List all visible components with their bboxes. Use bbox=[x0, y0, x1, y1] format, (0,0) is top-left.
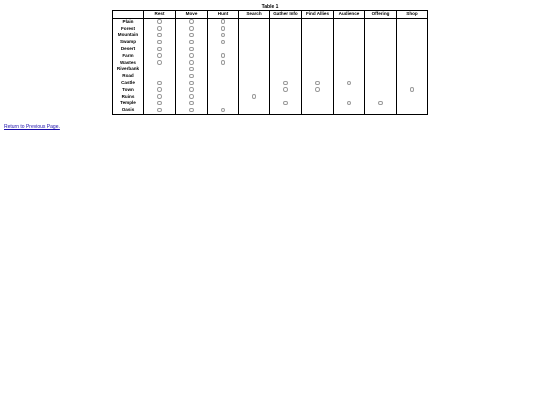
circle-mark-icon bbox=[315, 81, 319, 85]
table-cell bbox=[397, 26, 428, 33]
table-cell bbox=[365, 100, 397, 107]
table-cell bbox=[270, 18, 302, 25]
table-cell bbox=[144, 107, 176, 114]
table-row bbox=[113, 32, 428, 39]
table-cell bbox=[208, 46, 239, 53]
table-cell bbox=[239, 46, 270, 53]
table-cell bbox=[176, 32, 208, 39]
table-cell bbox=[365, 66, 397, 73]
table-cell bbox=[270, 39, 302, 46]
circle-mark-icon bbox=[378, 101, 382, 105]
table-row bbox=[113, 18, 428, 25]
table-cell bbox=[334, 53, 365, 60]
circle-mark-icon bbox=[283, 101, 287, 105]
table-cell bbox=[239, 100, 270, 107]
table-cell bbox=[302, 107, 334, 114]
table-cell bbox=[302, 26, 334, 33]
table-cell bbox=[239, 94, 270, 101]
table-cell bbox=[176, 60, 208, 67]
table-cell bbox=[144, 26, 176, 33]
table-cell bbox=[239, 32, 270, 39]
table-cell bbox=[334, 100, 365, 107]
table-cell bbox=[239, 53, 270, 60]
table-cell bbox=[239, 60, 270, 67]
table-row bbox=[113, 94, 428, 101]
table-cell bbox=[176, 87, 208, 94]
table-cell bbox=[302, 32, 334, 39]
table-cell bbox=[239, 87, 270, 94]
table-cell bbox=[176, 94, 208, 101]
table-cell bbox=[334, 107, 365, 114]
table-cell bbox=[239, 80, 270, 87]
circle-mark-icon bbox=[221, 33, 225, 37]
circle-mark-icon bbox=[157, 33, 161, 37]
table-cell bbox=[176, 46, 208, 53]
table-cell bbox=[365, 80, 397, 87]
circle-mark-icon bbox=[347, 101, 351, 105]
circle-mark-icon bbox=[221, 40, 225, 44]
table-cell bbox=[334, 32, 365, 39]
circle-mark-icon bbox=[189, 33, 193, 37]
table-row bbox=[113, 80, 428, 87]
table-row bbox=[113, 39, 428, 46]
table-cell bbox=[334, 66, 365, 73]
table-cell bbox=[302, 18, 334, 25]
table-cell bbox=[144, 87, 176, 94]
circle-mark-icon bbox=[221, 60, 225, 64]
table-cell bbox=[144, 66, 176, 73]
table-cell bbox=[397, 80, 428, 87]
table-cell bbox=[302, 60, 334, 67]
header-row bbox=[113, 11, 428, 19]
circle-mark-icon bbox=[221, 26, 225, 30]
table-cell bbox=[334, 39, 365, 46]
table-cell bbox=[208, 39, 239, 46]
table-cell bbox=[365, 107, 397, 114]
circle-mark-icon bbox=[189, 81, 193, 85]
column-header: Offering bbox=[365, 11, 397, 19]
table-cell bbox=[302, 46, 334, 53]
table-cell bbox=[176, 66, 208, 73]
table-row bbox=[113, 87, 428, 94]
table-cell bbox=[144, 60, 176, 67]
row-label: Temple bbox=[113, 100, 144, 107]
table-cell bbox=[208, 60, 239, 67]
table-cell bbox=[208, 73, 239, 80]
circle-mark-icon bbox=[189, 60, 193, 64]
table-caption: Table 1 bbox=[261, 4, 279, 10]
row-label: Castle bbox=[113, 80, 144, 87]
table-cell bbox=[334, 26, 365, 33]
table-cell bbox=[270, 32, 302, 39]
table-cell bbox=[365, 32, 397, 39]
table-cell bbox=[365, 94, 397, 101]
circle-mark-icon bbox=[221, 108, 225, 112]
row-label: Ruins bbox=[113, 94, 144, 101]
table-cell bbox=[144, 53, 176, 60]
circle-mark-icon bbox=[189, 67, 193, 71]
table-cell bbox=[397, 53, 428, 60]
table-row bbox=[113, 107, 428, 114]
table-row bbox=[113, 26, 428, 33]
table-cell bbox=[397, 73, 428, 80]
table-cell bbox=[365, 73, 397, 80]
circle-mark-icon bbox=[157, 108, 161, 112]
circle-mark-icon bbox=[221, 53, 225, 57]
table-cell bbox=[334, 60, 365, 67]
table-cell bbox=[302, 80, 334, 87]
table-cell bbox=[208, 94, 239, 101]
table-cell bbox=[334, 73, 365, 80]
column-header: Move bbox=[176, 11, 208, 19]
table-cell bbox=[302, 94, 334, 101]
circle-mark-icon bbox=[315, 87, 319, 91]
table-cell bbox=[270, 107, 302, 114]
table-cell bbox=[176, 53, 208, 60]
circle-mark-icon bbox=[157, 94, 161, 98]
row-label: Oasis bbox=[113, 107, 144, 114]
table-row bbox=[113, 66, 428, 73]
row-label: Road bbox=[113, 73, 144, 80]
row-label: Forest bbox=[113, 26, 144, 33]
table-cell bbox=[176, 39, 208, 46]
column-header: Rest bbox=[144, 11, 176, 19]
table-cell bbox=[270, 46, 302, 53]
column-header: Gather Info bbox=[270, 11, 302, 19]
table-cell bbox=[397, 32, 428, 39]
column-header: Search bbox=[239, 11, 270, 19]
table-cell bbox=[239, 39, 270, 46]
table-cell bbox=[144, 32, 176, 39]
circle-mark-icon bbox=[157, 60, 161, 64]
table-cell bbox=[270, 60, 302, 67]
table-cell bbox=[397, 18, 428, 25]
circle-mark-icon bbox=[157, 87, 161, 91]
column-header: Find Allies bbox=[302, 11, 334, 19]
table-cell bbox=[365, 87, 397, 94]
table-cell bbox=[302, 87, 334, 94]
table-cell bbox=[334, 94, 365, 101]
row-label: Riverbank bbox=[113, 66, 144, 73]
table-cell bbox=[334, 87, 365, 94]
table-cell bbox=[144, 39, 176, 46]
table-cell bbox=[176, 100, 208, 107]
circle-mark-icon bbox=[157, 47, 161, 51]
circle-mark-icon bbox=[189, 94, 193, 98]
circle-mark-icon bbox=[157, 101, 161, 105]
table-cell bbox=[365, 26, 397, 33]
table-cell bbox=[397, 94, 428, 101]
table-cell bbox=[397, 66, 428, 73]
return-link[interactable]: Return to Previous Page. bbox=[4, 124, 60, 130]
table-cell bbox=[208, 100, 239, 107]
table-row bbox=[113, 60, 428, 67]
circle-mark-icon bbox=[189, 74, 193, 78]
table-cell bbox=[270, 26, 302, 33]
table-row bbox=[113, 46, 428, 53]
table-cell bbox=[239, 73, 270, 80]
circle-mark-icon bbox=[189, 87, 193, 91]
row-label: Farm bbox=[113, 53, 144, 60]
table-cell bbox=[302, 39, 334, 46]
table-cell bbox=[365, 18, 397, 25]
circle-mark-icon bbox=[283, 87, 287, 91]
row-label: Town bbox=[113, 87, 144, 94]
activity-table bbox=[112, 10, 428, 115]
table-cell bbox=[302, 100, 334, 107]
table-cell bbox=[208, 66, 239, 73]
table-cell bbox=[176, 18, 208, 25]
table-cell bbox=[176, 80, 208, 87]
table-cell bbox=[365, 39, 397, 46]
table-cell bbox=[397, 100, 428, 107]
table-cell bbox=[144, 94, 176, 101]
table-cell bbox=[176, 107, 208, 114]
circle-mark-icon bbox=[157, 26, 161, 30]
table-cell bbox=[302, 73, 334, 80]
circle-mark-icon bbox=[189, 108, 193, 112]
table-cell bbox=[239, 26, 270, 33]
circle-mark-icon bbox=[283, 81, 287, 85]
table-cell bbox=[397, 39, 428, 46]
circle-mark-icon bbox=[157, 53, 161, 57]
circle-mark-icon bbox=[189, 26, 193, 30]
table-cell bbox=[208, 87, 239, 94]
table-cell bbox=[239, 66, 270, 73]
column-header: Shop bbox=[397, 11, 428, 19]
table-cell bbox=[334, 46, 365, 53]
table-cell bbox=[365, 53, 397, 60]
table-cell bbox=[302, 66, 334, 73]
table-cell bbox=[208, 53, 239, 60]
circle-mark-icon bbox=[189, 101, 193, 105]
table-cell bbox=[208, 18, 239, 25]
column-header: Audience bbox=[334, 11, 365, 19]
table-cell bbox=[144, 80, 176, 87]
table-cell bbox=[239, 107, 270, 114]
table-cell bbox=[239, 18, 270, 25]
table-cell bbox=[270, 66, 302, 73]
table-cell bbox=[397, 107, 428, 114]
table-cell bbox=[397, 87, 428, 94]
circle-mark-icon bbox=[252, 94, 256, 98]
table-cell bbox=[365, 60, 397, 67]
row-label: Mountain bbox=[113, 32, 144, 39]
circle-mark-icon bbox=[157, 81, 161, 85]
table-cell bbox=[176, 26, 208, 33]
circle-mark-icon bbox=[347, 81, 351, 85]
table-cell bbox=[270, 94, 302, 101]
table-cell bbox=[144, 100, 176, 107]
table-cell bbox=[334, 80, 365, 87]
table-row bbox=[113, 100, 428, 107]
table-cell bbox=[208, 32, 239, 39]
table-cell bbox=[397, 46, 428, 53]
table-cell bbox=[208, 26, 239, 33]
table-cell bbox=[365, 46, 397, 53]
table-cell bbox=[144, 46, 176, 53]
row-label: Swamp bbox=[113, 39, 144, 46]
circle-mark-icon bbox=[189, 47, 193, 51]
row-label: Wastes bbox=[113, 60, 144, 67]
row-label: Plain bbox=[113, 18, 144, 25]
circle-mark-icon bbox=[221, 19, 225, 23]
table-cell bbox=[397, 60, 428, 67]
circle-mark-icon bbox=[189, 53, 193, 57]
table-cell bbox=[270, 53, 302, 60]
table-cell bbox=[208, 80, 239, 87]
row-label: Desert bbox=[113, 46, 144, 53]
circle-mark-icon bbox=[157, 19, 161, 23]
table-cell bbox=[270, 73, 302, 80]
circle-mark-icon bbox=[189, 19, 193, 23]
table-cell bbox=[302, 53, 334, 60]
table-cell bbox=[208, 107, 239, 114]
table-cell bbox=[270, 80, 302, 87]
table-cell bbox=[270, 100, 302, 107]
table-cell bbox=[176, 73, 208, 80]
table-cell bbox=[144, 18, 176, 25]
table-row bbox=[113, 73, 428, 80]
table-cell bbox=[270, 87, 302, 94]
table-cell bbox=[334, 18, 365, 25]
corner-header bbox=[113, 11, 144, 19]
circle-mark-icon bbox=[157, 40, 161, 44]
circle-mark-icon bbox=[410, 87, 414, 91]
table-row bbox=[113, 53, 428, 60]
table-cell bbox=[144, 73, 176, 80]
circle-mark-icon bbox=[189, 40, 193, 44]
column-header: Hunt bbox=[208, 11, 239, 19]
